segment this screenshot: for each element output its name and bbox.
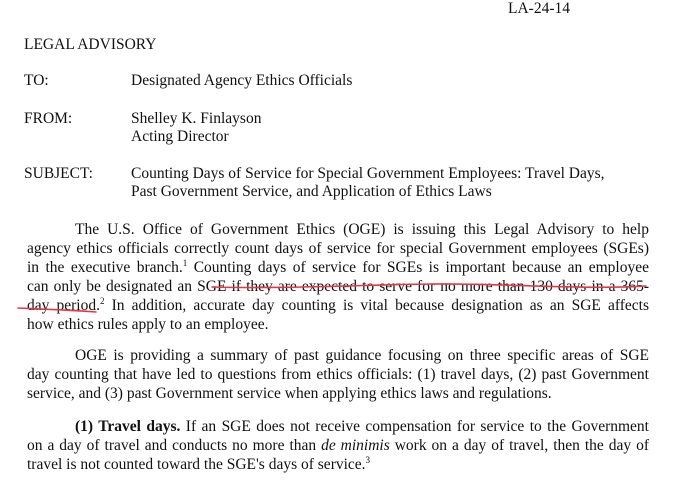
p3-line-2 [27,436,649,455]
to-value: Designated Agency Ethics Officials [131,72,353,89]
paragraph-3 [27,417,649,474]
p1-line-1: The U.S. Office of Government Ethics (OGE) is issuing this Legal Advisory to help [75,221,649,238]
p2-line-3: service, and (3) past Government service when applying ethics laws and regulations. [27,385,552,402]
p1-line-3a: in the executive branch. [27,259,183,276]
from-label: FROM: [24,110,73,127]
document-id: LA-24-14 [508,0,570,17]
p1-line-5a: day period. [27,297,100,314]
footnote-ref-2[interactable]: 2 [99,296,105,306]
subject-line-2: Past Government Service, and Application of Ethics Laws [131,183,492,200]
p3-line-3 [27,455,649,474]
p1-line-2: agency ethics officials correctly count days of service for special Government employees (SGEs) [27,240,649,257]
document-heading: LEGAL ADVISORY [24,36,157,53]
p1-line-6: how ethics rules apply to an employee. [27,316,269,333]
p1-line-5 [27,296,649,315]
from-title: Acting Director [131,128,229,145]
subject-line-1: Counting Days of Service for Special Government Employees: Travel Days, [131,165,605,182]
p3-line-3-text: travel is not counted toward the SGE's days of service. [27,456,366,473]
footnote-ref-1[interactable]: 1 [182,258,188,268]
p3-line-1-text: If an SGE does not receive compensation for service to the Government [180,418,649,435]
p1-line-3 [27,258,649,277]
to-label: TO: [24,72,49,89]
p2-line-2: day counting that have led to questions from ethics officials: (1) travel days, (2) past Government [27,366,649,383]
footnote-ref-3[interactable]: 3 [365,455,371,465]
p2-line-1: OGE is providing a summary of past guidance focusing on three specific areas of SGE [75,347,649,364]
p3-line-2a: on a day of travel and conducts no more than [27,437,322,454]
paragraph-1 [27,220,649,334]
p1-line-3b: Counting days of service for SGEs is important because an employee [187,259,650,276]
p3-line-1 [27,417,649,436]
paragraph-2 [27,346,649,403]
from-name: Shelley K. Finlayson [131,110,262,127]
p1-line-4: can only be designated an SGE if they are expected to serve for no more than 130 days in a 365- [27,278,649,295]
p1-line-5b: In addition, accurate day counting is vital because designation as an SGE affects [104,297,649,314]
subject-label: SUBJECT: [24,165,93,182]
p3-bold-heading: (1) Travel days. [75,418,181,435]
p3-italic-term: de minimis [321,437,390,454]
p3-line-2b: work on a day of travel, then the day of [389,437,649,454]
